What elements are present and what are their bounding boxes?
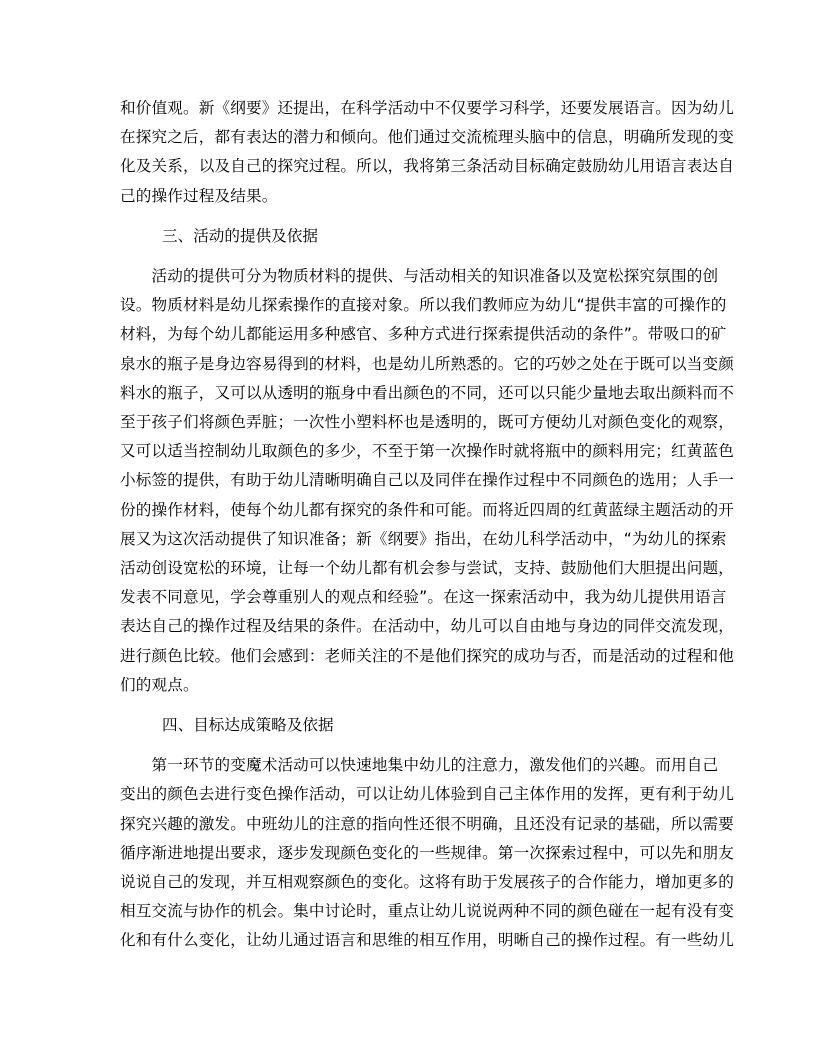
text-line: 说说自己的发现，并互相观察颜色的变化。这将有助于发展孩子的合作能力，增加更多的 (120, 873, 735, 892)
paragraph-strategy (120, 751, 735, 955)
text-line: 份的操作材料，使每个幼儿都有探究的条件和可能。而将近四周的红黄蓝绿主题活动的开 (120, 500, 735, 519)
text-line: 进行颜色比较。他们会感到：老师关注的不是他们探究的成功与否，而是活动的过程和他 (120, 646, 735, 665)
text-line: 第一环节的变魔术活动可以快速地集中幼儿的注意力，激发他们的兴趣。而用自己 (120, 756, 719, 775)
section-heading-4: 四、目标达成策略及依据 (162, 716, 334, 735)
text-line: 和价值观。新《纲要》还提出，在科学活动中不仅要学习科学，还要发展语言。因为幼儿 (120, 99, 735, 117)
text-line: 料水的瓶子，又可以从透明的瓶身中看出颜色的不同，还可以只能少量地去取出颜料而不 (120, 383, 735, 402)
text-line: 在探究之后，都有表达的潜力和倾向。他们通过交流梳理头脑中的信息，明确所发现的变 (120, 128, 735, 147)
document-page (120, 94, 735, 956)
text-line: 至于孩子们将颜色弄脏；一次性小塑料杯也是透明的，既可方便幼儿对颜色变化的观察， (120, 413, 735, 432)
paragraph-goals-conclusion (120, 94, 735, 211)
section-heading-3: 三、活动的提供及依据 (162, 226, 318, 245)
text-line: 材料，为每个幼儿都能运用多种感官、多种方式进行探索提供活动的条件”。带吸口的矿 (120, 325, 727, 344)
text-line: 们的观点。 (120, 675, 199, 694)
text-line: 变出的颜色去进行变色操作活动，可以让幼儿体验到自己主体作用的发挥，更有利于幼儿 (120, 785, 735, 804)
text-line: 又可以适当控制幼儿取颜色的多少，不至于第一次操作时就将瓶中的颜料用完；红黄蓝色 (120, 442, 735, 461)
text-line: 化及关系，以及自己的探究过程。所以，我将第三条活动目标确定鼓励幼儿用语言表达自 (120, 157, 735, 176)
text-line: 小标签的提供，有助于幼儿清晰明确自己以及同伴在操作过程中不同颜色的选用；人手一 (120, 471, 735, 490)
text-line: 表达自己的操作过程及结果的条件。在活动中，幼儿可以自由地与身边的同伴交流发现， (120, 617, 735, 636)
text-line: 己的操作过程及结果。 (120, 186, 278, 205)
text-line: 泉水的瓶子是身边容易得到的材料，也是幼儿所熟悉的。它的巧妙之处在于既可以当变颜 (120, 354, 735, 373)
text-line: 发表不同意见，学会尊重别人的观点和经验”。在这一探索活动中，我为幼儿提供用语言 (120, 588, 727, 607)
text-line: 探究兴趣的激发。中班幼儿的注意的指向性还很不明确，且还没有记录的基础，所以需要 (120, 814, 735, 833)
text-line: 相互交流与协作的机会。集中讨论时，重点让幼儿说说两种不同的颜色碰在一起有没有变 (120, 902, 735, 921)
text-line: 展又为这次活动提供了知识准备；新《纲要》指出，在幼儿科学活动中，“为幼儿的探索 (120, 529, 727, 548)
paragraph-activity-provision (120, 262, 735, 700)
text-line: 化和有什么变化，让幼儿通过语言和思维的相互作用，明晰自己的操作过程。有一些幼儿 (120, 931, 735, 950)
text-line: 活动创设宽松的环境，让每一个幼儿都有机会参与尝试，支持、鼓励他们大胆提出问题， (120, 559, 735, 578)
text-line: 活动的提供可分为物质材料的提供、与活动相关的知识准备以及宽松探究氛围的创 (120, 267, 719, 286)
text-line: 循序渐进地提出要求，逐步发现颜色变化的一些规律。第一次探索过程中，可以先和朋友 (120, 843, 735, 862)
text-line: 设。物质材料是幼儿探索操作的直接对象。所以我们教师应为幼儿“提供丰富的可操作的 (120, 296, 727, 315)
